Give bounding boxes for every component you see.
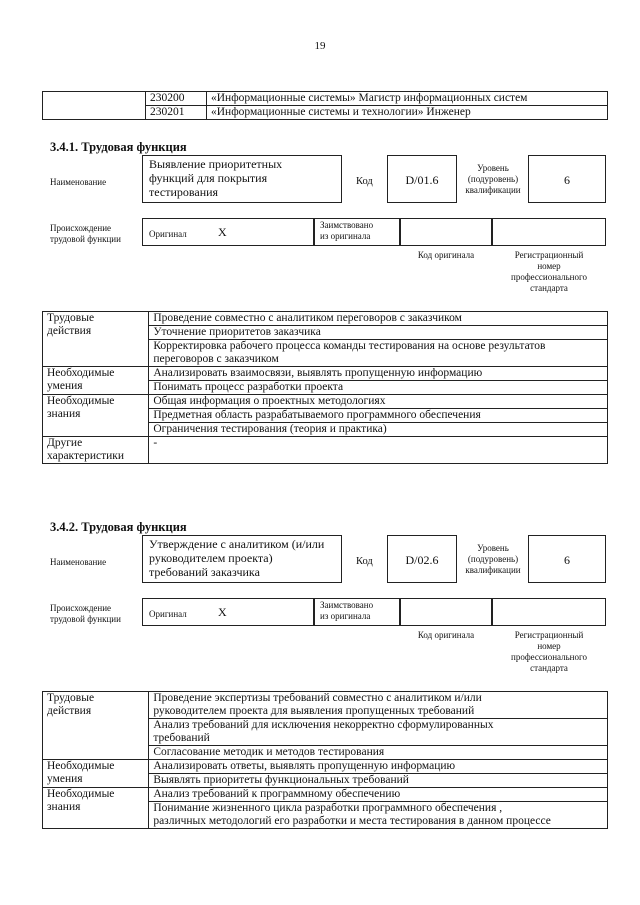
row-item-line: Понимать процесс разработки проекта: [153, 381, 344, 393]
code-value: D/01.6: [405, 173, 439, 187]
row-item: [149, 746, 608, 760]
row-item: [149, 312, 608, 326]
row-label-line: умения: [47, 773, 83, 785]
row-item-line: Проведение совместно с аналитиком переговоров с заказчиком: [153, 312, 462, 324]
program-name-cell: «Информационные системы и технологии» Инженер: [207, 106, 608, 120]
row-label: [43, 760, 149, 788]
code-label: Код: [356, 176, 373, 187]
row-item: [149, 788, 608, 802]
row-item-line: Общая информация о проектных методологиях: [153, 395, 386, 407]
reg-number-label: номер: [537, 261, 561, 271]
level-label: (подуровень): [467, 174, 519, 184]
table-row: [43, 312, 608, 326]
original-label: Оригинал: [149, 229, 187, 239]
row-label-line: знания: [47, 801, 81, 813]
original-label: Оригинал: [149, 609, 187, 619]
code-original-label: Код оригинала: [417, 250, 475, 260]
row-item: [149, 692, 608, 719]
row-label-line: Трудовые: [47, 692, 95, 704]
row-item-line: Выявлять приоритеты функциональных требований: [153, 774, 409, 786]
level-label: (подуровень): [467, 554, 519, 564]
borrowed-label: из оригинала: [320, 231, 371, 241]
row-item: [149, 774, 608, 788]
row-item: [149, 367, 608, 381]
origin-label: трудовой функции: [50, 614, 121, 624]
row-item-line: Ограничения тестирования (теория и практика): [153, 423, 387, 435]
level-label: квалификации: [465, 565, 521, 575]
table-row: [43, 437, 608, 464]
row-label-line: действия: [47, 325, 92, 337]
table-row: [43, 692, 608, 719]
row-item: [149, 437, 608, 464]
row-label-line: умения: [47, 380, 83, 392]
row-item: [149, 423, 608, 437]
row-label: [43, 788, 149, 829]
row-item-line: требований: [153, 732, 210, 744]
row-item: [149, 802, 608, 829]
code-value: D/02.6: [405, 553, 439, 567]
program-name-cell: «Информационные системы» Магистр информационных систем: [207, 92, 608, 106]
reg-number-label: профессионального: [511, 272, 587, 282]
name-text: функций для покрытия: [149, 171, 268, 185]
level-value: 6: [564, 173, 570, 187]
table-row: [43, 395, 608, 409]
name-label: Наименование: [50, 557, 107, 567]
name-text: руководителем проекта): [149, 551, 273, 565]
detail-table: [42, 691, 608, 829]
row-label-line: Необходимые: [47, 367, 115, 379]
row-item: [149, 326, 608, 340]
row-label-line: знания: [47, 408, 81, 420]
reg-number-label: номер: [537, 641, 561, 651]
reg-number-label: Регистрационный: [514, 250, 584, 260]
row-item: [149, 340, 608, 367]
section-heading: 3.4.2. Трудовая функция: [50, 520, 187, 534]
row-label: [43, 312, 149, 367]
name-text: Выявление приоритетных: [149, 157, 283, 171]
row-item-line: руководителем проекта для выявления пропущенных требований: [153, 705, 475, 717]
code-original-box: [400, 218, 492, 246]
row-item-line: Корректировка рабочего процесса команды тестирования на основе результатов: [153, 340, 546, 352]
row-label: [43, 367, 149, 395]
row-label-line: Трудовые: [47, 312, 95, 324]
code-original-box: [400, 598, 492, 626]
reg-number-label: стандарта: [530, 283, 568, 293]
reg-number-box: [492, 218, 606, 246]
origin-label: Происхождение: [50, 603, 112, 613]
level-value: 6: [564, 553, 570, 567]
row-label-line: Другие: [47, 437, 83, 449]
name-text: Утверждение с аналитиком (и/или: [149, 537, 325, 551]
origin-label: Происхождение: [50, 223, 112, 233]
row-label-line: Необходимые: [47, 760, 115, 772]
reg-number-label: стандарта: [530, 663, 568, 673]
reg-number-label: Регистрационный: [514, 630, 584, 640]
name-label: Наименование: [50, 177, 107, 187]
row-item-line: Анализировать ответы, выявлять пропущенную информацию: [153, 760, 456, 772]
row-item: [149, 395, 608, 409]
row-item-line: Анализировать взаимосвязи, выявлять пропущенную информацию: [153, 367, 483, 379]
detail-table: [42, 311, 608, 464]
original-mark: X: [218, 605, 227, 619]
row-label-line: действия: [47, 705, 92, 717]
table-row: [43, 367, 608, 381]
level-label: Уровень: [477, 543, 509, 553]
row-item: [149, 381, 608, 395]
name-text: тестирования: [149, 185, 219, 199]
row-item-line: Анализ требований к программному обеспечению: [153, 788, 401, 800]
empty-cell: [43, 92, 146, 120]
row-item-line: переговоров с заказчиком: [153, 353, 279, 365]
row-item: [149, 760, 608, 774]
row-item-line: Уточнение приоритетов заказчика: [153, 326, 321, 338]
row-item-line: Предметная область разрабатываемого программного обеспечения: [153, 409, 481, 421]
level-label: квалификации: [465, 185, 521, 195]
row-label: [43, 395, 149, 437]
row-label-line: Необходимые: [47, 395, 115, 407]
row-item-line: Анализ требований для исключения некорректно сформулированных: [153, 719, 494, 731]
row-item-line: Согласование методик и методов тестирования: [153, 746, 385, 758]
origin-label: трудовой функции: [50, 234, 121, 244]
code-label: Код: [356, 556, 373, 567]
code-original-label: Код оригинала: [417, 630, 475, 640]
reg-number-label: профессионального: [511, 652, 587, 662]
level-label: Уровень: [477, 163, 509, 173]
row-item: [149, 719, 608, 746]
row-item: [149, 409, 608, 423]
code-cell: 230201: [146, 106, 207, 120]
original-mark: X: [218, 225, 227, 239]
borrowed-label: из оригинала: [320, 611, 371, 621]
code-cell: 230200: [146, 92, 207, 106]
table-row: [43, 788, 608, 802]
row-label-line: характеристики: [47, 450, 125, 462]
row-item-line: -: [153, 437, 158, 449]
row-item-line: различных методологий его разработки и места тестирования в данном процессе: [153, 815, 551, 827]
reg-number-box: [492, 598, 606, 626]
row-label: [43, 692, 149, 760]
education-table: [42, 91, 608, 120]
borrowed-label: Заимствовано: [320, 220, 374, 230]
section-heading: 3.4.1. Трудовая функция: [50, 140, 187, 154]
row-label-line: Необходимые: [47, 788, 115, 800]
row-item-line: Проведение экспертизы требований совместно с аналитиком и/или: [153, 692, 482, 704]
row-item-line: Понимание жизненного цикла разработки программного обеспечения ,: [153, 802, 503, 814]
name-text: требований заказчика: [149, 565, 260, 579]
row-label: [43, 437, 149, 464]
table-row: [43, 760, 608, 774]
page-number: 19: [314, 40, 326, 52]
borrowed-label: Заимствовано: [320, 600, 374, 610]
